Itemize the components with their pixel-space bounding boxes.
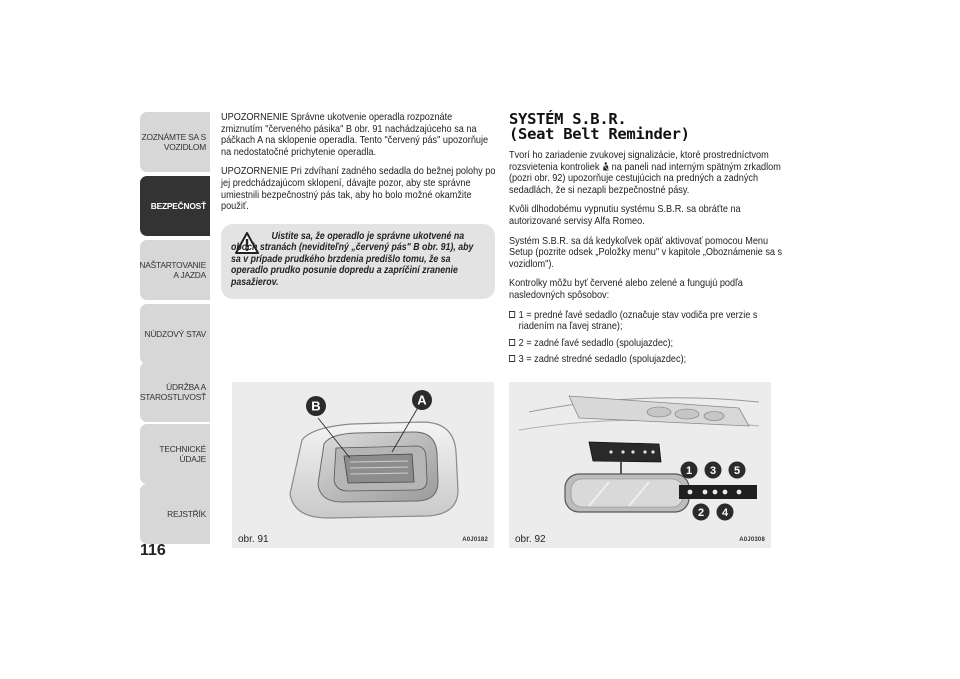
list-item: 3 = zadné stredné sedadlo (spolujazdec); — [509, 354, 786, 366]
callout-3: 3 — [709, 465, 717, 477]
seat-list — [509, 310, 785, 366]
tab-zoznamte-sa[interactable]: ZOZNÁMTE SA S VOZIDLOM — [140, 112, 210, 172]
seatbelt-icon — [602, 162, 609, 171]
section-title-line-1: SYSTÉM S.B.R. — [509, 110, 627, 128]
checkbox-bullet-icon — [509, 339, 515, 346]
sbr-paragraph-1: Tvorí ho zariadenie zvukovej signalizácie, ktoré prostredníctvom rozsvietenia kontroliek na paneli nad interným spätným zrkadlom (pozri obr. 92) upozorňuje cestujúcich na predných a zadných sedadlách, že si nezapli bezpečnostné pásy. — [509, 150, 781, 196]
seat-lever-illustration — [232, 382, 494, 548]
checkbox-bullet-icon — [509, 355, 515, 362]
left-paragraph-2: UPOZORNENIE Pri zdvíhaní zadného sedadla do bežnej polohy po jej predchádzajúcom sklopení, dávajte pozor, aby ste správne umiestnili bezpečnostný pás tak, aby ho bolo možné okamžite použiť. — [221, 166, 496, 213]
list-item: 1 = predné ľavé sedadlo (označuje stav vodiča pre verzie s riadením na ľavej strane); — [509, 310, 786, 333]
tab-nastartovanie[interactable]: NAŠTARTOVANIE A JAZDA — [140, 240, 210, 300]
callout-a: A — [417, 392, 427, 408]
list-item: 2 = zadné ľavé sedadlo (spolujazdec); — [509, 338, 786, 350]
warning-text: Uistite sa, že operadlo je správne ukotvené na oboch stranách (neviditeľný „červený pás" B obr. 91), aby sa v prípade prudkého brzdenia predišlo tomu, že sa operadlo prudko posunie dopredu a zapríčiní zranenie pasažierov. — [231, 231, 474, 288]
tab-technicke-udaje[interactable]: TECHNICKÉ ÚDAJE — [140, 424, 210, 484]
figure-92-code: A0J0308 — [739, 537, 765, 543]
section-title — [509, 112, 785, 142]
tab-bezpecnost[interactable]: BEZPEČNOSŤ — [140, 176, 210, 236]
callout-5: 5 — [733, 465, 741, 477]
tab-nudzovy-stav[interactable]: NÚDZOVÝ STAV — [140, 304, 210, 364]
callout-4: 4 — [721, 507, 729, 519]
figure-92 — [509, 382, 771, 548]
tab-udrzba[interactable]: ÚDRŽBA A STAROSTLIVOSŤ — [140, 362, 210, 422]
right-column — [509, 112, 785, 371]
tab-rejstrik[interactable]: REJSTŘÍK — [140, 484, 210, 544]
figure-91-code: A0J0182 — [462, 537, 488, 543]
figure-91 — [232, 382, 494, 548]
overhead-panel-illustration — [509, 382, 771, 548]
left-paragraph-1: UPOZORNENIE Správne ukotvenie operadla rozpoznáte zmiznutím "červeného pásika" B obr. 91 nachádzajúceho sa na páčkach A na sklopenie operadla. Tento "červený pás" upozorňuje na nedostatočné prichytenie operadla. — [221, 112, 489, 158]
page-number: 116 — [140, 542, 166, 559]
figure-92-caption: obr. 92 — [515, 534, 546, 545]
checkbox-bullet-icon — [509, 311, 515, 318]
sbr-paragraph-2: Kvôli dlhodobému vypnutiu systému S.B.R. sa obráťte na autorizované servisy Alfa Romeo. — [509, 204, 741, 227]
warning-box — [221, 224, 495, 299]
callout-b: B — [311, 398, 321, 414]
sbr-paragraph-3: Systém S.B.R. sa dá kedykoľvek opäť aktivovať pomocou Menu Setup (pozrite odsek „Položky menu" v kapitole „Oboznámenie sa s vozidlom"). — [509, 235, 783, 270]
callout-1: 1 — [685, 465, 693, 477]
callout-2: 2 — [697, 507, 705, 519]
figure-91-caption: obr. 91 — [238, 534, 269, 545]
left-column — [221, 112, 495, 221]
section-title-line-2: (Seat Belt Reminder) — [509, 125, 690, 143]
sbr-paragraph-4: Kontrolky môžu byť červené alebo zelené a fungujú podľa nasledovných spôsobov: — [509, 278, 743, 301]
